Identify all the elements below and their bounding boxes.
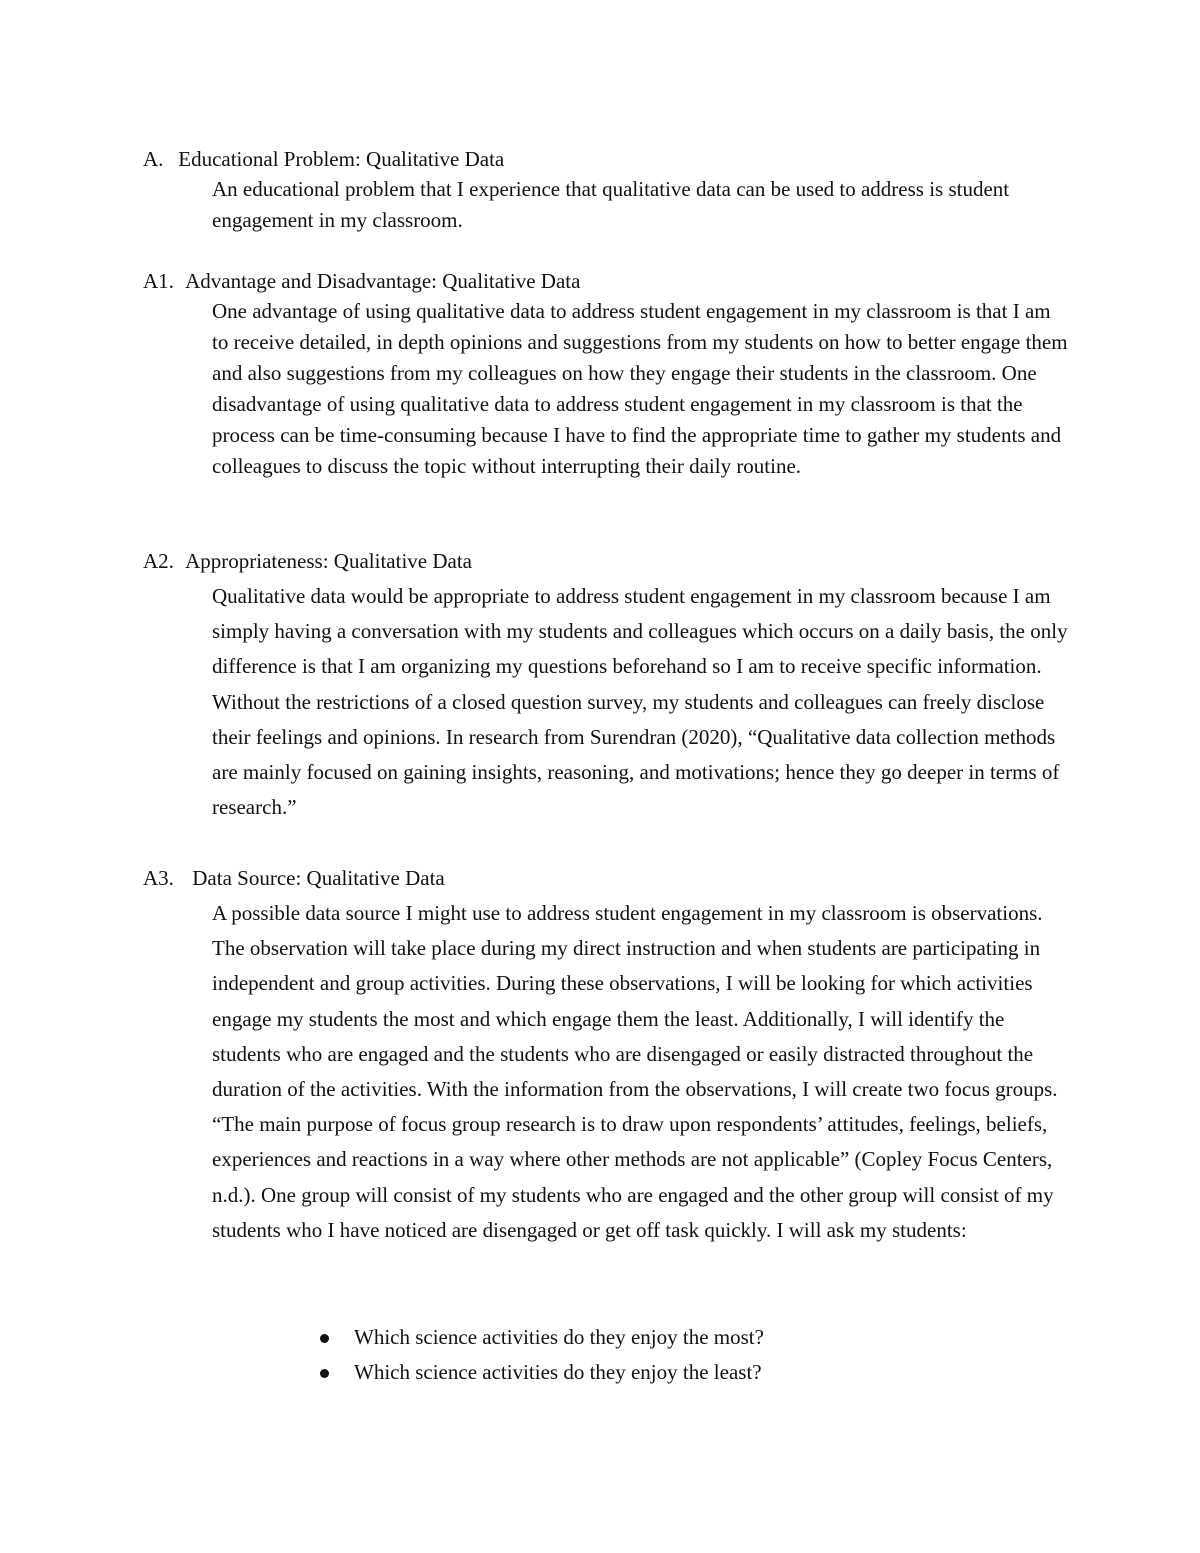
list-item-text: Which science activities do they enjoy the least? <box>354 1360 762 1384</box>
question-list <box>318 1320 764 1390</box>
section-a1-body: One advantage of using qualitative data to address student engagement in my classroom is that I am to receive detailed, in depth opinions and suggestions from my students on how to better engage them and also suggestions from my colleagues on how they engage their students in the classroom. One disadvantage of using qualitative data to address student engagement in my classroom is that the process can be time-consuming because I have to find the appropriate time to gather my students and colleagues to discuss the topic without interrupting their daily routine. <box>212 299 1068 478</box>
list-item <box>318 1320 764 1355</box>
section-a2-heading <box>143 546 472 576</box>
section-title: Educational Problem: Qualitative Data <box>178 147 505 171</box>
section-title: Data Source: Qualitative Data <box>192 866 445 890</box>
section-a3-body: A possible data source I might use to address student engagement in my classroom is observations. The observation will take place during my direct instruction and when students are participating in independent and group activities. During these observations, I will be looking for which activities engage my students the most and which engage them the least. Additionally, I will identify the students who are engaged and the students who are disengaged or easily distracted throughout the duration of the activities. With the information from the observations, I will create two focus groups. “The main purpose of focus group research is to draw upon respondents’ attitudes, feelings, beliefs, experiences and reactions in a way where other methods are not applicable” (Copley Focus Centers, n.d.). One group will consist of my students who are engaged and the other group will consist of my students who I have noticed are disengaged or get off task quickly. I will ask my students: <box>212 901 1058 1242</box>
section-title: Advantage and Disadvantage: Qualitative Data <box>185 269 581 293</box>
section-a-body: An educational problem that I experience that qualitative data can be used to address is student engagement in my classroom. <box>212 177 1010 232</box>
section-a2-body: Qualitative data would be appropriate to address student engagement in my classroom because I am simply having a conversation with my students and colleagues which occurs on a daily basis, the only difference is that I am organizing my questions beforehand so I am to receive specific information. Without the restrictions of a closed question survey, my students and colleagues can freely disclose their feelings and opinions. In research from Surendran (2020), “Qualitative data collection methods are mainly focused on gaining insights, reasoning, and motivations; hence they go deeper in terms of research.” <box>212 584 1068 820</box>
section-number: A3. <box>143 866 174 890</box>
bullet-icon <box>320 1334 329 1343</box>
section-number: A2. <box>143 549 174 573</box>
section-title: Appropriateness: Qualitative Data <box>185 549 472 573</box>
section-a-heading <box>143 144 504 174</box>
bullet-icon <box>320 1369 329 1378</box>
section-number: A. <box>143 147 164 171</box>
section-a1-heading <box>143 266 580 296</box>
section-number: A1. <box>143 269 174 293</box>
list-item <box>318 1355 764 1390</box>
list-item-text: Which science activities do they enjoy the most? <box>354 1325 764 1349</box>
section-a3-heading <box>143 863 445 893</box>
